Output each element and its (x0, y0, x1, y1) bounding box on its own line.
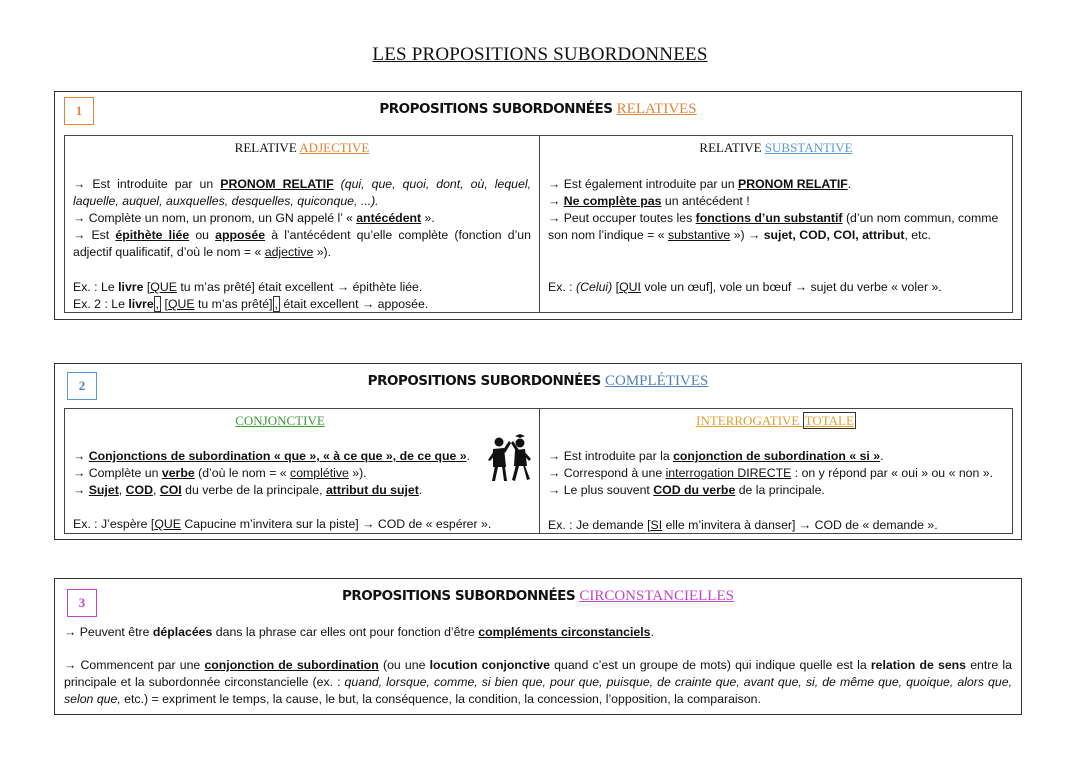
interrogative-heading: INTERROGATIVE TOTALE (696, 413, 854, 428)
circonstancielles-text: → Peuvent être déplacées dans la phrase car elles ont pour fonction d’être compléments circonstanciels. → Commencent par une conjonction de subordination (ou une locution conjonctive quand c’est un groupe de mots) qui indique quelle est la relation de sens entre la principale et la subordonnée circonstancielle (ex. : quand, lorsque, comme, si bien que, pour que, puisque, de crainte que, avant que, si, de même que, quoique, alors que, selon que, etc.) = expriment le temps, la cause, le but, la conséquence, la condition, la concession, l’opposition, la comparaison. (64, 625, 1012, 706)
interrogative-column (540, 409, 1012, 533)
section-circonstancielles (54, 578, 1022, 715)
relative-adjective-examples: Ex. : Le livre [QUE tu m’as prêté] était excellent → épithète liée. Ex. 2 : Le livre , [QUE tu m’as prêté] , était excellent → apposée. (73, 280, 429, 311)
relative-substantive-text: → Est également introduite par un PRONOM RELATIF. → Ne complète pas un antécédent ! → Peut occuper toutes les fonctions d’un substantif (d’un nom commun, comme son nom l’indique = « substantive ») → sujet, COD, COI, attribut, etc. (548, 177, 999, 242)
conjonctive-column (65, 409, 540, 533)
relative-substantive-column (540, 136, 1012, 312)
section-heading-relatives: PROPOSITIONS SUBORDONNÉES RELATIVES (379, 101, 697, 117)
relative-substantive-heading: RELATIVE SUBSTANTIVE (699, 140, 853, 155)
page-title: LES PROPOSITIONS SUBORDONNEES (372, 44, 708, 65)
relative-substantive-example: Ex. : (Celui) [QUI vole un œuf], vole un bœuf → sujet du verbe « voler ». (548, 280, 942, 294)
relative-adjective-text: → Est introduite par un PRONOM RELATIF (qui, que, quoi, dont, où, lequel, laquelle, auquel, auxquelles, desquelles, quiconque, ...). → Complète un nom, un pronom, un GN appelé l’ « antécédent ». → Est épithète liée ou apposée à l’antécédent qu’elle complète (fonction d’un adjectif qualificatif, d’où le nom = « adjective »). (73, 177, 531, 259)
section-relatives (54, 91, 1022, 320)
section-number-2: 2 (67, 372, 97, 400)
interrogative-text: → Est introduite par la conjonction de subordination « si ». → Correspond à une interrogation DIRECTE : on y répond par « oui » ou « non ». → Le plus souvent COD du verbe de la principale. (548, 449, 994, 497)
conjonctive-text: → Conjonctions de subordination « que », « à ce que », de ce que ». → Complète un verbe (d’où le nom = « complétive »). → Sujet, COD, COI du verbe de la principale, attribut du sujet. (73, 449, 471, 497)
section-heading-circonstancielles: PROPOSITIONS SUBORDONNÉES CIRCONSTANCIELLES (342, 588, 734, 604)
section-number-1: 1 (64, 97, 94, 125)
section-heading-completives: PROPOSITIONS SUBORDONNÉES COMPLÉTIVES (367, 373, 709, 389)
section-completives (54, 363, 1022, 540)
completives-table (64, 408, 1013, 534)
relative-adjective-heading: RELATIVE ADJECTIVE (234, 140, 370, 155)
conjonctive-example: Ex. : J’espère [QUE Capucine m’invitera sur la piste] → COD de « espérer ». (73, 517, 492, 531)
relatives-table (64, 135, 1013, 313)
relative-adjective-column (65, 136, 540, 312)
section-number-3: 3 (67, 589, 97, 617)
interrogative-example: Ex. : Je demande [SI elle m’invitera à danser] → COD de « demande ». (548, 518, 938, 532)
conjonctive-heading: CONJONCTIVE (235, 413, 325, 428)
dancers-icon (487, 433, 533, 485)
